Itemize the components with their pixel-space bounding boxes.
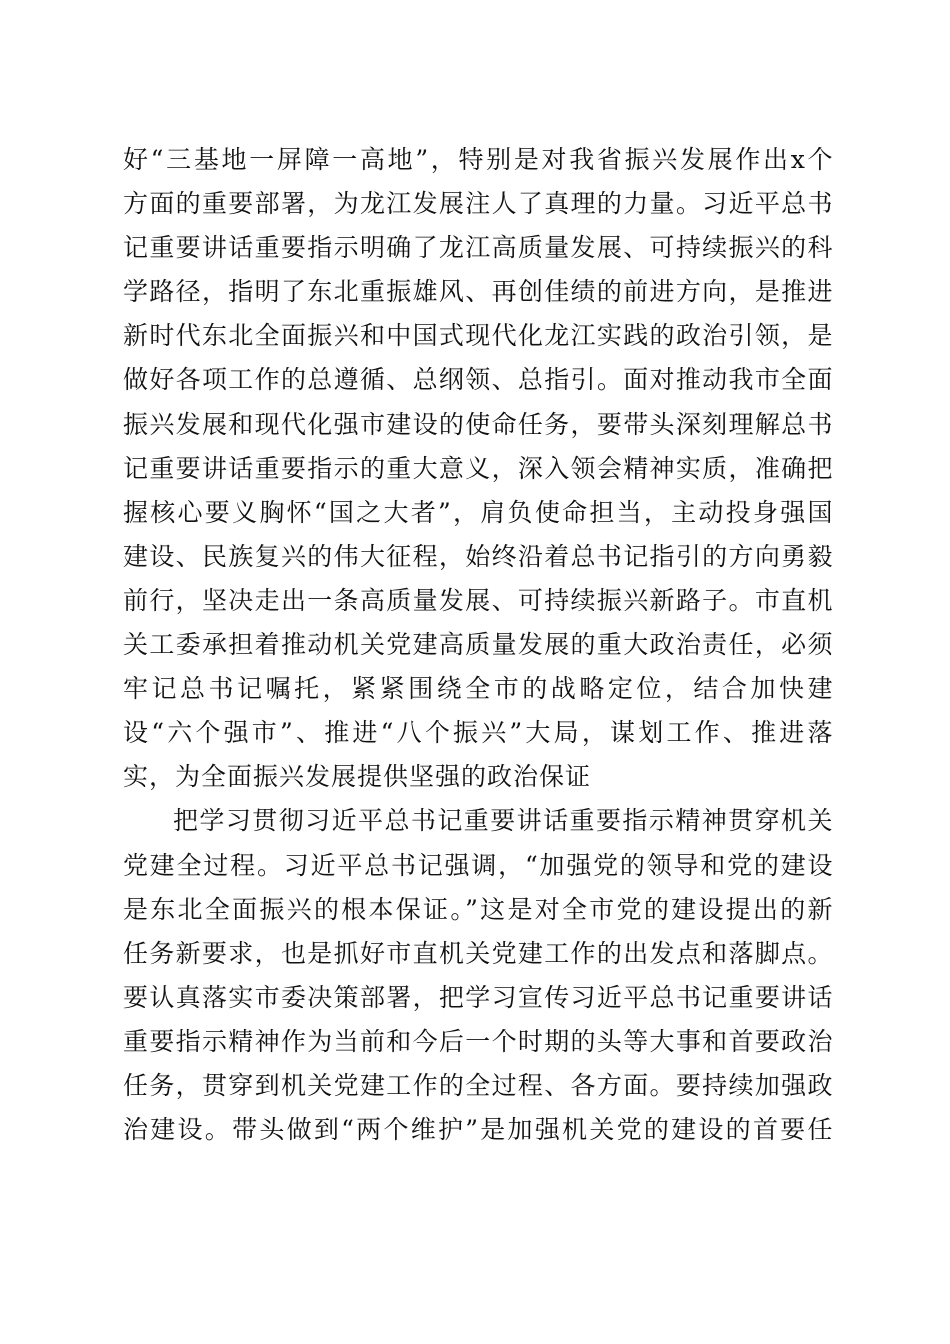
text-line: 方面的重要部署，为龙江发展注人了真理的力量。习近平总书: [123, 189, 833, 219]
text-line: 做好各项工作的总遵循、总纲领、总指引。面对推动我市全面: [123, 365, 833, 395]
text-line: 振兴发展和现代化强市建设的使命任务，要带头深刻理解总书: [123, 409, 833, 439]
text-line: 记重要讲话重要指示的重大意义，深入领会精神实质，准确把: [123, 453, 833, 483]
text-line: 学路径，指明了东北重振雄风、再创佳绩的前进方向，是推进: [123, 277, 833, 307]
text-line: 关工委承担着推动机关党建高质量发展的重大政治责任，必须: [123, 630, 833, 660]
text-line: 是东北全面振兴的根本保证。”这是对全市党的建设提出的新: [123, 894, 833, 924]
text-line: 任务新要求，也是抓好市直机关党建工作的出发点和落脚点。: [123, 938, 833, 968]
text-line: 前行，坚决走出一条高质量发展、可持续振兴新路子。市直机: [123, 585, 833, 615]
text-line: 好“三基地一屏障一高地”，特别是对我省振兴发展作出x个: [123, 145, 833, 174]
text-line: 实，为全面振兴发展提供坚强的政治保证: [123, 762, 592, 792]
text-line: 党建全过程。习近平总书记强调，“加强党的领导和党的建设: [123, 850, 833, 880]
text-line: 牢记总书记嘱托，紧紧围绕全市的战略定位，结合加快建: [123, 674, 833, 704]
text-line: 治建设。带头做到“两个维护”是加强机关党的建设的首要任: [123, 1115, 833, 1145]
text-line: 要认真落实市委决策部署，把学习宣传习近平总书记重要讲话: [123, 982, 833, 1012]
text-line: 握核心要义胸怀“国之大者”，肩负使命担当，主动投身强国: [123, 497, 833, 527]
body-text: [123, 138, 833, 1152]
text-line: 把学习贯彻习近平总书记重要讲话重要指示精神贯穿机关: [173, 806, 833, 836]
text-line: 记重要讲话重要指示明确了龙江高质量发展、可持续振兴的科: [123, 233, 833, 263]
text-line: 新时代东北全面振兴和中国式现代化龙江实践的政治引领，是: [123, 321, 833, 351]
text-line: 任务，贯穿到机关党建工作的全过程、各方面。要持续加强政: [123, 1070, 833, 1100]
text-line: 设“六个强市”、推进“八个振兴”大局，谋划工作、推进落: [123, 718, 833, 748]
text-line: 建设、民族复兴的伟大征程，始终沿着总书记指引的方向勇毅: [123, 541, 833, 571]
paragraph-1: [123, 138, 833, 799]
paragraph-2: [123, 799, 833, 1152]
text-line: 重要指示精神作为当前和今后一个时期的头等大事和首要政治: [123, 1026, 833, 1056]
